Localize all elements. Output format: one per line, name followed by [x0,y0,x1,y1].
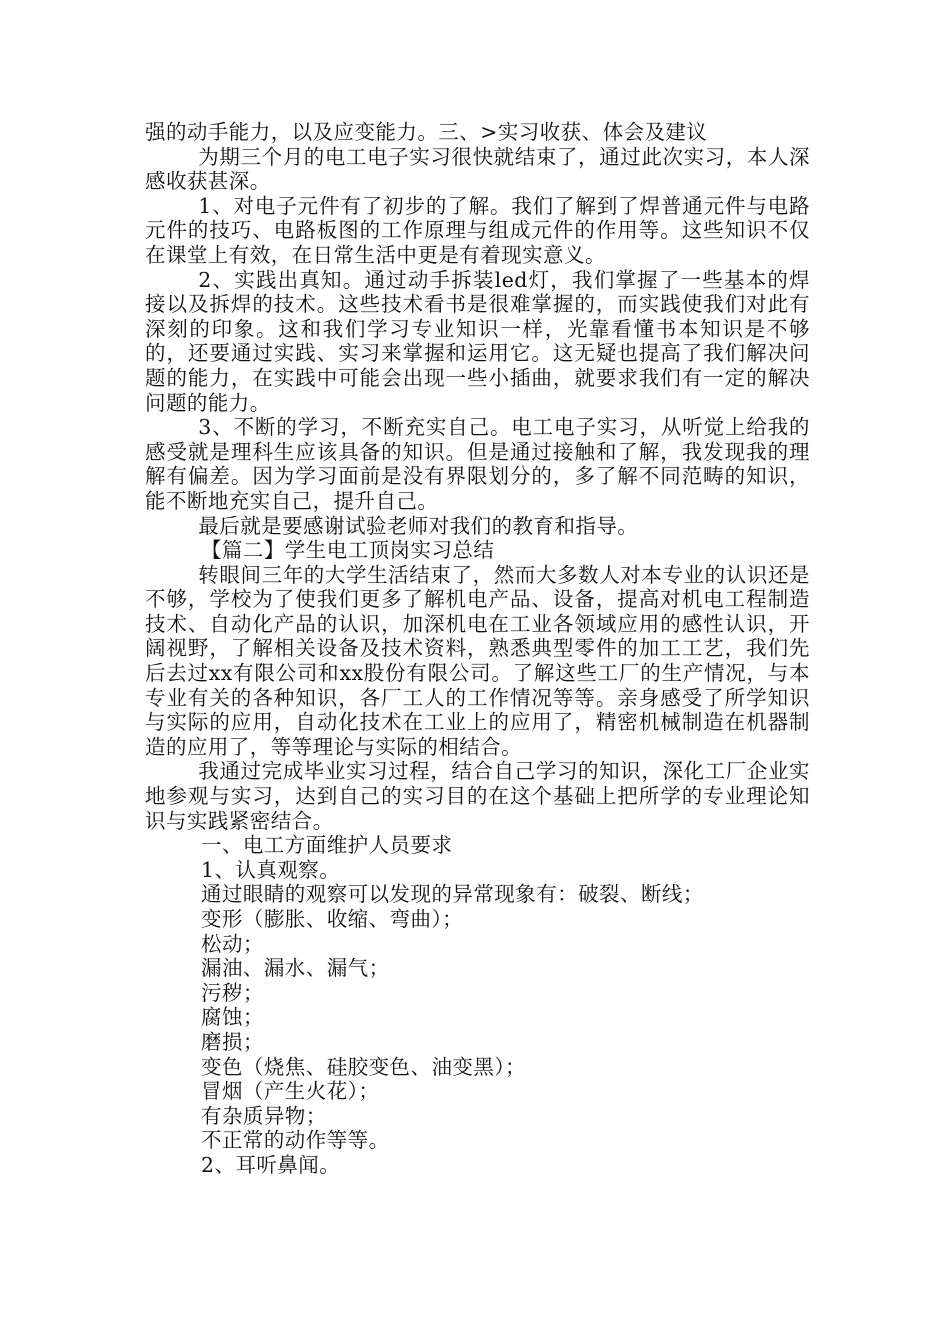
list-item: 2、耳听鼻闻。 [201,1152,341,1177]
list-item: 有杂质异物； [201,1103,327,1128]
list-item: 松动； [201,931,264,956]
list-item: 腐蚀； [201,1005,264,1030]
list-item: 污秽； [201,980,264,1005]
list-item: 冒烟（产生火花）； [201,1079,380,1104]
section-heading: 【篇二】学生电工顶岗实习总结 [201,538,495,563]
paragraph-point-2: 2、实践出真知。通过动手拆装led灯，我们掌握了一些基本的焊接以及拆焊的技术。这些技术看书是很难掌握的，而实践使我们对此有深刻的印象。这和我们学习专业知识一样，光靠看懂书本知识是不够的，还要通过实践、实习来掌握和运用它。这无疑也提高了我们解决问题的能力，在实践中可能会出现一些小插曲，就要求我们有一定的解决问题的能力。 [145,267,810,415]
paragraph-goal: 我通过完成毕业实习过程，结合自己学习的知识，深化工厂企业实地参观与实习，达到自己的实习目的在这个基础上把所学的专业理论知识与实践紧密结合。 [145,759,810,833]
list-item: 漏油、漏水、漏气； [201,956,390,981]
list-item: 不正常的动作等等。 [201,1128,390,1153]
paragraph-thanks: 最后就是要感谢试验老师对我们的教育和指导。 [198,513,639,538]
list-item: 1、认真观察。 [201,857,341,882]
paragraph-point-3: 3、不断的学习，不断充实自己。电工电子实习，从听觉上给我的感受就是理科生应该具备的知识。但是通过接触和了解，我发现我的理解有偏差。因为学习面前是没有界限划分的，多了解不同范畴的知识，能不断地充实自己，提升自己。 [145,415,810,513]
subheading-requirements: 一、电工方面维护人员要求 [201,833,453,858]
paragraph-summary: 转眼间三年的大学生活结束了，然而大多数人对本专业的认识还是不够，学校为了使我们更多了解机电产品、设备，提高对机电工程制造技术、自动化产品的认识，加深机电在工业各领域应用的感性认识，开阔视野，了解相关设备及技术资料，熟悉典型零件的加工工艺，我们先后去过xx有限公司和xx股份有限公司。了解这些工厂的生产情况，与本专业有关的各种知识，各厂工人的工作情况等等。亲身感受了所学知识与实际的应用，自动化技术在工业上的应用了，精密机械制造在机器制造的应用了，等等理论与实际的相结合。 [145,562,810,759]
paragraph-point-1: 1、对电子元件有了初步的了解。我们了解到了焊普通元件与电路元件的技巧、电路板图的工作原理与组成元件的作用等。这些知识不仅在课堂上有效，在日常生活中更是有着现实意义。 [145,193,810,267]
list-item: 变色（烧焦、硅胶变色、油变黑）； [201,1054,526,1079]
paragraph-continuation: 强的动手能力，以及应变能力。三、>实习收获、体会及建议 [145,120,708,144]
list-item: 磨损； [201,1029,264,1054]
document-body [145,120,810,1178]
paragraph-intro: 为期三个月的电工电子实习很快就结束了，通过此次实习，本人深感收获甚深。 [145,144,810,194]
list-item: 变形（膨胀、收缩、弯曲）； [201,907,464,931]
list-item: 通过眼睛的观察可以发现的异常现象有：破裂、断线； [201,882,704,907]
